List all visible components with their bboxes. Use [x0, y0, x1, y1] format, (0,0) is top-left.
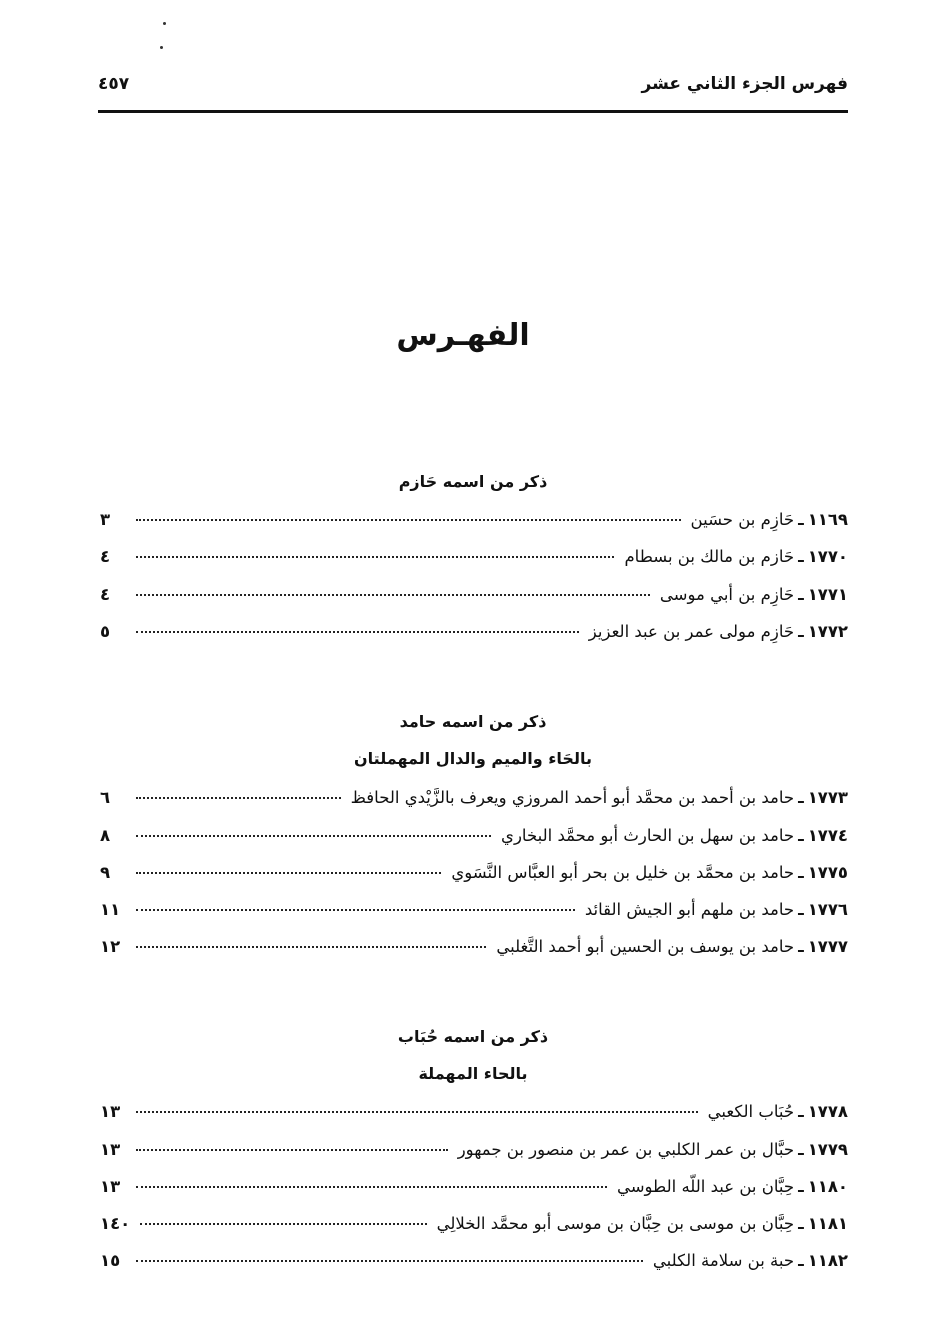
index-entry: [100, 937, 848, 967]
dot-leader: [136, 946, 486, 948]
entry-name: حَازِم بن حسَين: [690, 510, 795, 529]
entry-number: ١٧٧٧: [807, 937, 848, 956]
entry-separator: ـ: [798, 1102, 804, 1121]
index-entry: [100, 788, 848, 818]
index-entry: [100, 1251, 848, 1281]
entry-page: ٦: [100, 788, 111, 807]
entry-name: حامد بن محمَّد بن خليل بن بحر أبو العبَّاس النَّسَوي: [451, 863, 795, 882]
entry-number: ١٧٧٤: [807, 826, 848, 845]
dot-leader: [136, 556, 614, 558]
index-entry: [100, 900, 848, 930]
section-subheading: بالحَاء والميم والدال المهملتان: [354, 749, 592, 768]
dot-leader: [136, 1149, 448, 1151]
entry-separator: ـ: [798, 1140, 804, 1159]
entry-number: ١١٨٢: [807, 1251, 848, 1270]
entry-number: ١٧٧٩: [807, 1140, 848, 1159]
entry-name: حَازِم مولى عمر بن عبد العزيز: [588, 622, 795, 641]
entry-name: حامد بن يوسف بن الحسين أبو أحمد التَّغلبي: [496, 937, 795, 956]
dot-leader: [136, 631, 579, 633]
entry-number: ١٧٧١: [807, 585, 848, 604]
index-entry: [100, 547, 848, 577]
entry-page: ٤: [100, 585, 111, 604]
entry-separator: ـ: [798, 585, 804, 604]
page-header: [98, 72, 848, 113]
index-entry: [100, 1214, 848, 1244]
entry-number: ١١٦٩: [807, 510, 848, 529]
running-title: فهرس الجزء الثاني عشر: [641, 74, 848, 94]
entry-page: ١٣: [100, 1140, 121, 1159]
index-entry: [100, 863, 848, 893]
section-heading: ذكر من اسمه حُبَاب: [397, 1027, 549, 1046]
entry-separator: ـ: [798, 1251, 804, 1270]
entry-page: ١٣: [100, 1102, 121, 1121]
entry-number: ١١٨١: [807, 1214, 848, 1233]
entry-name: حَازِم بن أبي موسى: [659, 585, 795, 604]
entry-number: ١٧٧٦: [807, 900, 848, 919]
dot-leader: [136, 909, 575, 911]
dot-leader: [136, 594, 650, 596]
entry-page: ١٤٠: [100, 1214, 131, 1233]
entry-separator: ـ: [798, 510, 804, 529]
section-heading: ذكر من اسمه حَازم: [398, 472, 548, 491]
entry-page: ١١: [100, 900, 121, 919]
dot-leader: [136, 835, 491, 837]
section-heading: ذكر من اسمه حامد: [399, 712, 547, 731]
entry-number: ١٧٧٢: [807, 622, 848, 641]
entry-name: حامد بن أحمد بن محمَّد أبو أحمد المروزي ويعرف بالزَّيْدي الحافظ: [350, 788, 795, 807]
entry-name: حبَّال بن عمر الكلبي بن عمر بن منصور بن جمهور: [457, 1140, 795, 1159]
dot-leader: [136, 797, 341, 799]
entry-page: ١٣: [100, 1177, 121, 1196]
entry-separator: ـ: [798, 622, 804, 641]
dot-leader: [136, 1260, 643, 1262]
entry-name: حِبَّان بن موسى بن حِبَّان بن موسى أبو محمَّد الخلالِي: [436, 1214, 795, 1233]
entry-name: حامد بن سهل بن الحارث أبو محمَّد البخاري: [501, 826, 795, 845]
dot-leader: [140, 1223, 426, 1225]
dot-leader: [136, 1111, 698, 1113]
dot-leader: [136, 872, 441, 874]
entry-page: ١٥: [100, 1251, 121, 1270]
page-number: ٤٥٧: [98, 74, 130, 94]
entry-page: ٨: [100, 826, 111, 845]
entry-page: ٩: [100, 863, 111, 882]
entry-separator: ـ: [798, 826, 804, 845]
index-entry: [100, 1102, 848, 1132]
entry-separator: ـ: [798, 900, 804, 919]
entry-name: حَازم بن مالك بن بسطام: [624, 547, 795, 566]
entry-name: حامد بن ملهم أبو الجيش القائد: [584, 900, 795, 919]
scan-speck: [160, 46, 163, 49]
entry-page: ٤: [100, 547, 111, 566]
index-entry: [100, 510, 848, 540]
entry-number: ١٧٧٣: [807, 788, 848, 807]
entry-number: ١٧٧٥: [807, 863, 848, 882]
index-entry: [100, 1177, 848, 1207]
entry-separator: ـ: [798, 788, 804, 807]
section-subheading: بالحاء المهملة: [418, 1064, 528, 1083]
entry-separator: ـ: [798, 1214, 804, 1233]
entry-name: حبة بن سلامة الكلبي: [652, 1251, 795, 1270]
entry-separator: ـ: [798, 1177, 804, 1196]
index-entry: [100, 1140, 848, 1170]
entry-separator: ـ: [798, 937, 804, 956]
entry-name: حِبَّان بن عبد اللّه الطوسي: [616, 1177, 795, 1196]
scan-speck: [163, 22, 166, 25]
index-title: الفهـرس: [396, 318, 530, 353]
dot-leader: [136, 519, 681, 521]
entry-page: ٣: [100, 510, 111, 529]
entry-page: ٥: [100, 622, 111, 641]
dot-leader: [136, 1186, 607, 1188]
index-entry: [100, 826, 848, 856]
index-entry: [100, 585, 848, 615]
entry-name: حُبَاب الكعبي: [707, 1102, 795, 1121]
entry-separator: ـ: [798, 547, 804, 566]
entry-page: ١٢: [100, 937, 121, 956]
entry-number: ١١٨٠: [807, 1177, 848, 1196]
entry-number: ١٧٧٨: [807, 1102, 848, 1121]
entry-number: ١٧٧٠: [807, 547, 848, 566]
index-entry: [100, 622, 848, 652]
entry-separator: ـ: [798, 863, 804, 882]
